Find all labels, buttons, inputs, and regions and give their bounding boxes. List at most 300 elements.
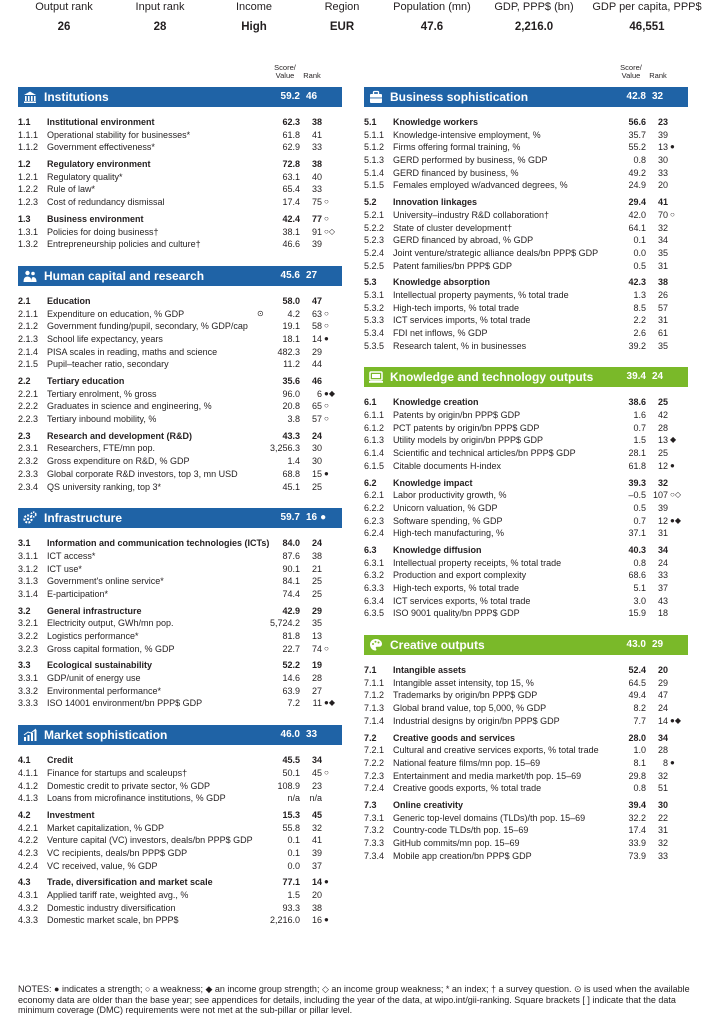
indicator-name: GERD performed by business, % GDP (393, 155, 548, 166)
indicator-rank: 28 (657, 745, 668, 756)
indicator-rank: 29 (657, 677, 668, 688)
indicator-rank: 32 (657, 222, 668, 233)
indicator-name: Tertiary education (47, 376, 125, 386)
indicator-score: n/a (287, 793, 300, 804)
indicator-row (18, 171, 342, 184)
indicator-row (18, 780, 342, 793)
indicator-row (364, 527, 688, 540)
indicator-name: University–industry R&D collaboration† (393, 209, 550, 220)
indicator-score: 3.8 (287, 414, 300, 425)
indicator-name: Citable documents H-index (393, 460, 502, 471)
indicator-name: VC recipients, deals/bn PPP$ GDP (47, 847, 188, 858)
indicator-code: 7.1.4 (364, 715, 385, 726)
pillar-header (18, 266, 342, 286)
indicator-code: 5.3.4 (364, 328, 385, 338)
strength-weakness-marker: ● (324, 468, 329, 478)
indicator-name: Information and communication technologies (ICTs) (47, 538, 270, 549)
indicator-name: ISO 9001 quality/bn PPP$ GDP (393, 608, 520, 619)
indicator-score: 24.9 (628, 180, 646, 191)
indicator-score: 39.3 (628, 477, 646, 488)
sub-pillar-row (364, 544, 688, 557)
indicator-name: Business environment (47, 213, 144, 224)
stat-value: 28 (153, 21, 167, 33)
indicator-row (18, 413, 342, 426)
indicator-row (364, 582, 688, 595)
indicator-row (18, 333, 342, 346)
indicator-rank: 37 (311, 860, 322, 871)
strength-weakness-marker: ● (670, 757, 675, 767)
indicator-code: 5.1.5 (364, 180, 385, 191)
indicator-code: 6.3.2 (364, 570, 385, 581)
indicator-score: 72.8 (282, 159, 300, 170)
indicator-name: Market capitalization, % GDP (47, 822, 165, 833)
indicator-score: 52.4 (628, 665, 646, 676)
indicator-name: FDI net inflows, % GDP (393, 328, 488, 338)
indicator-code: 7.2.2 (364, 757, 385, 768)
indicator-score: 45.5 (282, 755, 300, 766)
indicator-code: 5.3 (364, 277, 377, 288)
indicator-name: Labor productivity growth, % (393, 490, 507, 501)
pillar-header (18, 725, 342, 745)
sub-pillar-row (18, 605, 342, 618)
indicator-code: 1.1 (18, 117, 31, 127)
indicator-code: 6.2.4 (364, 528, 385, 539)
indicator-row (18, 914, 342, 927)
strength-weakness-marker: ● (670, 142, 675, 152)
indicator-code: 6.3.3 (364, 583, 385, 593)
indicator-code: 2.1.2 (18, 321, 39, 332)
indicator-row (364, 702, 688, 715)
indicator-rank: 32 (311, 822, 322, 833)
indicator-name: Government's online service* (47, 576, 164, 587)
indicator-score: 35.6 (282, 376, 300, 386)
pillar-name: Infrastructure (44, 511, 123, 526)
indicator-score: 2.6 (633, 328, 646, 338)
indicator-row (364, 607, 688, 620)
stat-gdp-per-capita (588, 0, 706, 34)
indicator-code: 6.2.1 (364, 490, 385, 501)
knowledge-tech-icon (369, 370, 383, 384)
indicator-rank: 25 (311, 576, 322, 587)
indicator-rank: 30 (311, 443, 322, 454)
indicator-rank: 40 (311, 171, 322, 182)
indicator-name: Industrial designs by origin/bn PPP$ GDP (393, 715, 560, 726)
pillar-rank (652, 639, 682, 650)
indicator-code: 6.2.3 (364, 515, 385, 526)
indicator-score: 61.8 (628, 460, 646, 471)
indicator-rank: 38 (311, 159, 322, 170)
stat-value: 46,551 (629, 21, 665, 33)
indicator-code: 4.2.4 (18, 860, 39, 871)
indicator-name: Credit (47, 755, 74, 766)
indicator-rank: 107 (652, 490, 668, 501)
sub-pillar-row (364, 276, 688, 289)
indicator-row (18, 388, 342, 401)
indicator-row (18, 346, 342, 359)
indicator-rank: 41 (311, 835, 322, 846)
pillar-rank (306, 729, 336, 740)
sub-pillar-row (18, 375, 342, 388)
pillar-score: 45.6 (280, 269, 300, 281)
indicator-rank: 35 (311, 618, 322, 629)
indicator-code: 4.2.2 (18, 835, 39, 846)
indicator-rank: 47 (657, 690, 668, 701)
indicator-name: Global corporate R&D investors, top 3, mn USD (47, 468, 238, 479)
strength-weakness-marker: ○ (670, 209, 675, 219)
indicator-score: 0.0 (287, 860, 300, 871)
indicator-code: 2.2.2 (18, 401, 39, 412)
indicator-name: PISA scales in reading, maths and science (47, 346, 218, 357)
stat-value: 26 (57, 21, 71, 33)
indicator-rank: 12 (657, 515, 668, 526)
indicator-row (18, 196, 342, 209)
indicator-score: 0.7 (633, 515, 646, 526)
indicator-score: 0.0 (633, 247, 646, 258)
indicator-name: E-participation* (47, 588, 109, 599)
indicator-code: 5.1.3 (364, 155, 385, 166)
indicator-score: 8.1 (633, 757, 646, 768)
indicator-rank: 61 (657, 328, 668, 338)
indicator-code: 4.3.1 (18, 890, 39, 900)
indicator-code: 6.1 (364, 397, 377, 408)
indicator-score: 1.5 (287, 890, 300, 900)
indicator-name: Knowledge impact (393, 477, 473, 488)
indicator-score: 1.3 (633, 289, 646, 300)
pillar-name: Market sophistication (44, 728, 168, 743)
indicator-code: 7.2.4 (364, 783, 385, 794)
pillar-rank-value: 33 (306, 729, 318, 741)
indicator-row (18, 767, 342, 780)
indicator-rank: 47 (311, 295, 322, 306)
score-header-line1: Score/ (620, 63, 642, 72)
business-icon (369, 90, 383, 104)
indicator-name: Gross capital formation, % GDP (47, 643, 175, 654)
indicator-row (364, 434, 688, 447)
indicator-row (18, 563, 342, 576)
indicator-name: National feature films/mn pop. 15–69 (393, 757, 541, 768)
indicator-score: 14.6 (282, 673, 300, 684)
indicator-rank: 39 (311, 239, 322, 250)
indicator-row (18, 183, 342, 196)
indicator-code: 7.3.3 (364, 838, 385, 848)
pillar-spacer (18, 251, 342, 263)
indicator-rank: 91 (311, 226, 322, 237)
indicator-row (364, 812, 688, 825)
indicator-row (364, 502, 688, 515)
infrastructure-icon (23, 511, 37, 525)
indicator-rank: 46 (311, 376, 322, 386)
indicator-code: 6.1.3 (364, 435, 385, 446)
indicator-code: 7.3 (364, 799, 377, 810)
pillar-score: 42.8 (626, 91, 646, 102)
outdated-data-icon: ⊙ (257, 308, 264, 318)
strength-weakness-marker: ●◆ (670, 715, 681, 725)
indicator-score: 68.6 (628, 570, 646, 581)
indicator-rank: 31 (657, 528, 668, 539)
indicator-code: 5.2.4 (364, 247, 385, 258)
score-header-line1: Score/ (274, 63, 296, 72)
stat-value: 47.6 (420, 21, 444, 33)
indicator-name: Global brand value, top 5,000, % GDP (393, 703, 547, 714)
indicator-code: 1.2.2 (18, 184, 39, 195)
indicator-score: 38.1 (282, 226, 300, 237)
indicator-rank: 63 (311, 308, 322, 319)
indicator-score: 35.7 (628, 129, 646, 140)
stat-output-rank (24, 0, 104, 34)
indicator-code: 6.3.4 (364, 595, 385, 606)
strength-weakness-marker: ○ (324, 213, 329, 223)
sub-pillar-row (18, 754, 342, 767)
indicator-name: Expenditure on education, % GDP (47, 308, 185, 319)
indicator-rank: 34 (657, 544, 668, 555)
indicator-rank: 24 (657, 557, 668, 568)
stat-input-rank (120, 0, 200, 34)
indicator-name: Venture capital (VC) investors, deals/bn PPP$ GDP (47, 835, 253, 846)
indicator-rank: 29 (311, 346, 322, 357)
indicator-name: Researchers, FTE/mn pop. (47, 443, 156, 454)
indicator-name: Operational stability for businesses* (47, 129, 191, 140)
indicator-rank: 31 (657, 825, 668, 836)
indicator-code: 5.2.3 (364, 235, 385, 246)
indicator-row (364, 770, 688, 783)
stat-gdp (484, 0, 584, 34)
indicator-score: 73.9 (628, 850, 646, 861)
indicator-rank: 19 (311, 660, 322, 671)
sub-pillar-row (18, 876, 342, 889)
column-header (18, 62, 342, 84)
indicator-code: 4.2 (18, 809, 31, 820)
indicator-name: High-tech manufacturing, % (393, 528, 505, 539)
indicator-name: Electricity output, GWh/mn pop. (47, 618, 174, 629)
indicator-rank: 25 (311, 481, 322, 492)
indicator-score: 39.2 (628, 340, 646, 351)
indicator-name: Regulatory quality* (47, 171, 123, 182)
indicator-score: 68.8 (282, 468, 300, 479)
indicator-code: 1.2.3 (18, 197, 39, 208)
indicator-name: GDP/unit of energy use (47, 673, 141, 684)
indicator-score: 74.4 (282, 588, 300, 599)
sub-pillar-row (364, 664, 688, 677)
indicator-row (18, 617, 342, 630)
indicator-code: 1.2.1 (18, 171, 39, 182)
indicator-name: Cultural and creative services exports, % total trade (393, 745, 599, 756)
indicator-rank: 38 (311, 550, 322, 561)
indicator-rank: 34 (657, 235, 668, 246)
indicator-name: Environmental performance* (47, 685, 162, 696)
stat-label: Input rank (135, 1, 185, 13)
indicator-row (18, 902, 342, 915)
indicator-score: 46.6 (282, 239, 300, 250)
indicator-rank: 15 (311, 468, 322, 479)
indicator-row (364, 154, 688, 167)
column-header (364, 62, 688, 84)
stat-value: High (241, 21, 267, 33)
indicator-code: 7.2.3 (364, 770, 385, 781)
indicator-code: 7.1.1 (364, 677, 385, 688)
indicator-rank: 42 (657, 410, 668, 421)
indicator-code: 6.1.5 (364, 460, 385, 471)
indicator-name: Knowledge workers (393, 117, 479, 127)
indicator-name: ICT use* (47, 563, 82, 574)
indicator-name: Trade, diversification and market scale (47, 877, 213, 888)
indicator-score: 29.4 (628, 197, 646, 208)
indicator-row (364, 141, 688, 154)
indicator-score: 5.1 (633, 583, 646, 593)
indicator-score: 4.2 (287, 308, 300, 319)
indicator-score: 42.4 (282, 213, 300, 224)
indicator-score: 29.8 (628, 770, 646, 781)
indicator-code: 2.3.4 (18, 481, 39, 492)
indicator-name: Intangible assets (393, 665, 467, 676)
indicator-score: 42.0 (628, 209, 646, 220)
indicator-score: 43.3 (282, 430, 300, 441)
indicator-row (364, 129, 688, 142)
strength-weakness-marker: ○ (324, 321, 329, 331)
indicator-row (18, 455, 342, 468)
indicator-rank: 6 (316, 388, 322, 399)
indicator-code: 7.3.2 (364, 825, 385, 836)
indicator-row (18, 672, 342, 685)
indicator-score: 22.7 (282, 643, 300, 654)
indicator-score: 20.8 (282, 401, 300, 412)
indicator-code: 7.3.4 (364, 850, 385, 861)
pillar-score: 46.0 (280, 729, 300, 741)
indicator-rank: 14 (657, 715, 668, 726)
indicator-code: 2.2.1 (18, 388, 39, 399)
notes-footnote: NOTES: ● indicates a strength; ○ a weakness; ◆ an income group strength; ◇ an income group weakness; * an index; † a survey question. ⊙ is used when the available economy data are older than the base year; see appendices for details, including the year of the data, at wipo.int/gii-ranking. Square brackets [ ] indicate that the data minimum coverage (DMC) requirements were not met at the sub-pillar or pillar level. (18, 984, 690, 1015)
stat-label: Income (235, 1, 273, 13)
strength-weakness-marker: ●◆ (670, 515, 681, 525)
indicator-row (18, 141, 342, 154)
indicator-row (18, 442, 342, 455)
indicator-score: 1.0 (633, 745, 646, 756)
human-capital-icon (23, 269, 37, 283)
indicator-score: 42.3 (628, 277, 646, 288)
indicator-rank: 37 (657, 583, 668, 593)
indicator-row (364, 247, 688, 260)
indicator-rank: 12 (657, 460, 668, 471)
indicator-row (364, 179, 688, 192)
pillar-name: Institutions (44, 90, 109, 104)
indicator-code: 3.3 (18, 660, 31, 671)
indicator-code: 5.1.4 (364, 167, 385, 178)
indicator-score: 1.4 (287, 456, 300, 467)
indicator-score: 11.2 (283, 359, 300, 370)
indicator-code: 5.3.2 (364, 302, 385, 313)
indicator-name: Innovation linkages (393, 197, 478, 208)
indicator-code: 6.2.2 (364, 502, 385, 513)
indicator-row (364, 489, 688, 502)
indicator-row (18, 685, 342, 698)
indicator-row (18, 630, 342, 643)
indicator-rank: 20 (657, 180, 668, 191)
indicator-code: 2.1.3 (18, 333, 39, 344)
indicator-row (364, 209, 688, 222)
indicator-rank: 57 (657, 302, 668, 313)
indicator-name: State of cluster development† (393, 222, 513, 233)
indicator-rank: 33 (311, 142, 322, 153)
indicator-row (364, 515, 688, 528)
indicator-rank: 22 (657, 812, 668, 823)
strength-weakness-marker: ● (324, 333, 329, 343)
indicator-score: 81.8 (282, 631, 300, 641)
indicator-name: Joint venture/strategic alliance deals/bn PPP$ GDP (393, 247, 599, 258)
indicator-rank: 16 (311, 915, 322, 926)
indicator-score: 90.1 (282, 563, 300, 574)
indicator-rank: 31 (657, 315, 668, 326)
pillar-rank (652, 371, 682, 382)
indicator-name: Cost of redundancy dismissal (47, 197, 165, 208)
indicator-name: School life expectancy, years (47, 333, 163, 344)
strength-weakness-marker: ○ (324, 197, 329, 207)
indicator-name: Utility models by origin/bn PPP$ GDP (393, 435, 544, 446)
indicator-code: 5.1.2 (364, 142, 385, 153)
indicator-name: Government effectiveness* (47, 142, 155, 153)
indicator-score: 482.3 (277, 346, 300, 357)
sub-pillar-row (18, 430, 342, 443)
indicator-name: Creative goods and services (393, 732, 516, 743)
indicator-score: 0.8 (633, 557, 646, 568)
stat-population (382, 0, 482, 34)
top-stats-bar (0, 0, 713, 44)
pillar-header (364, 635, 688, 655)
indicator-score: 55.2 (628, 142, 646, 153)
indicator-name: Pupil–teacher ratio, secondary (47, 359, 169, 370)
indicator-row (364, 837, 688, 850)
pillar-spacer (18, 493, 342, 505)
score-header-line2: Value (621, 71, 641, 80)
indicator-name: Country-code TLDs/th pop. 15–69 (393, 825, 529, 836)
indicator-name: Knowledge absorption (393, 277, 491, 288)
indicator-score: 63.9 (282, 685, 300, 696)
indicator-row (364, 557, 688, 570)
indicator-row (18, 358, 342, 371)
sub-pillar-row (18, 809, 342, 822)
indicator-code: 7.3.1 (364, 812, 385, 823)
indicator-row (18, 226, 342, 239)
indicator-rank: 30 (657, 799, 668, 810)
indicator-name: ICT services exports, % total trade (393, 595, 531, 606)
indicator-row (364, 422, 688, 435)
indicator-score: 65.4 (282, 184, 300, 195)
indicator-score: 0.1 (287, 847, 300, 858)
indicator-name: High-tech imports, % total trade (393, 302, 520, 313)
indicator-row (364, 260, 688, 273)
rank-header: Rank (303, 71, 321, 80)
stat-label: GDP per capita, PPP$ (592, 1, 702, 13)
indicator-code: 2.3.1 (18, 443, 39, 454)
indicator-rank: 30 (311, 456, 322, 467)
indicator-rank: 8 (662, 757, 668, 768)
pillar-rank-marker: ● (320, 512, 327, 524)
indicator-code: 2.1 (18, 295, 31, 306)
indicator-rank: 38 (311, 117, 322, 127)
indicator-row (18, 320, 342, 333)
score-value-header (616, 64, 646, 80)
indicator-rank: 33 (657, 850, 668, 861)
indicator-score: 62.3 (282, 117, 300, 127)
indicator-code: 1.3.1 (18, 226, 39, 237)
indicator-name: Applied tariff rate, weighted avg., % (47, 890, 189, 900)
pillar-name: Human capital and research (44, 268, 205, 283)
indicator-row (18, 889, 342, 902)
pillar-spacer (364, 620, 688, 632)
indicator-score: 93.3 (282, 902, 300, 913)
indicator-rank: 24 (657, 703, 668, 714)
indicator-score: 28.0 (628, 732, 646, 743)
indicator-name: GERD financed by business, % (393, 167, 519, 178)
indicator-row (364, 715, 688, 728)
